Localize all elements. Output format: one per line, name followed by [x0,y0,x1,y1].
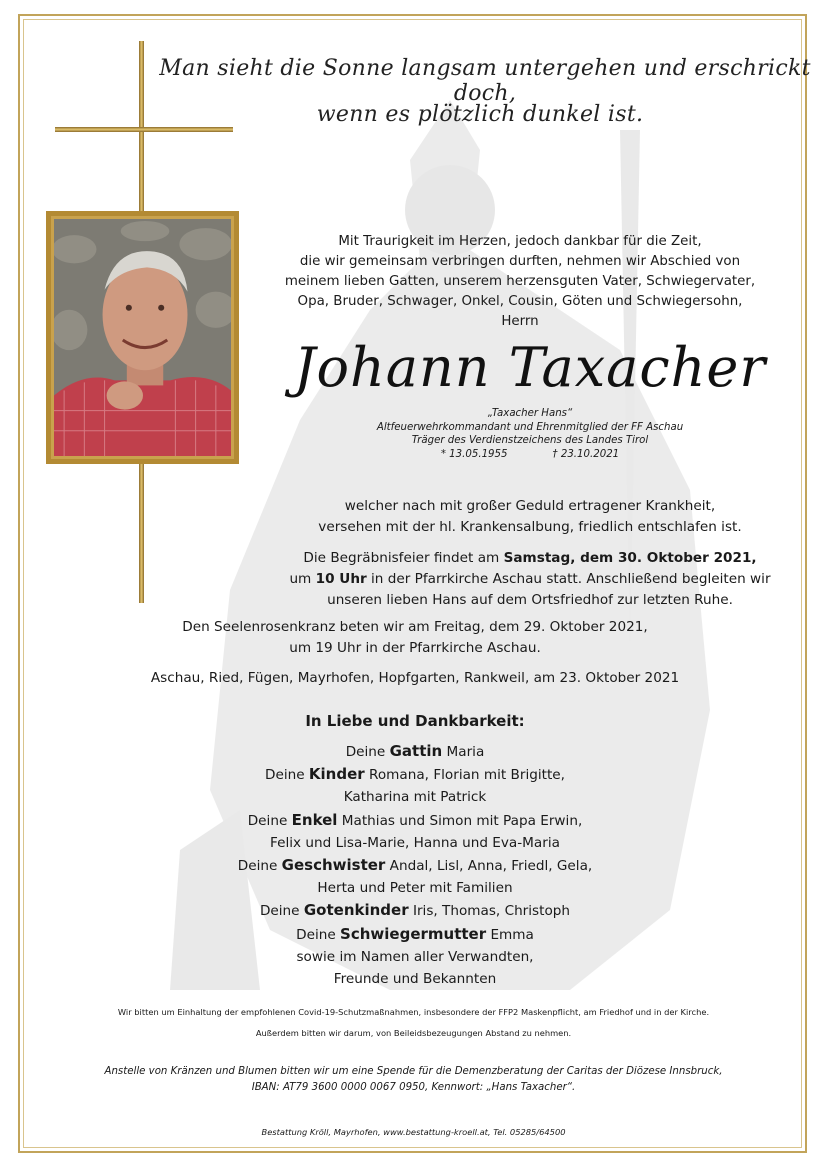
undertaker-footer: Bestattung Kröll, Mayrhofen, www.bestattung-kroell.at, Tel. 05285/64500 [261,1127,566,1137]
intro-text [250,232,790,332]
family-line-schwiegermutter [190,923,640,946]
covid-note: Wir bitten um Einhaltung der empfohlenen Covid-19-Schutzmaßnahmen, insbesondere der FFP2 Maskenpflicht, am Friedhof und in der Kirche. [117,1007,710,1017]
enkel-label: Enkel [291,810,338,829]
deceased-info [320,407,740,461]
geschwister-names: Andal, Lisl, Anna, Friedl, Gela, [385,858,593,875]
motto-line-2: wenn es plötzlich dunkel ist. [316,102,644,127]
birth-date: * 13.05.1955 [440,448,508,460]
family-closing-1: sowie im Namen aller Verwandten, [296,948,534,965]
motto-line-1: Man sieht die Sonne langsam untergehen und erschrickt doch, [159,56,811,106]
funeral-text [260,548,800,611]
funeral-text-part: um [289,571,316,587]
funeral-text-part: in der Pfarrkirche Aschau statt. Anschließend begleiten wir [366,571,771,587]
intro-line: Herrn [501,314,539,329]
rosary-line-2: um 19 Uhr in der Pfarrkirche Aschau. [289,640,541,656]
family-line-gotenkinder [190,899,640,922]
family-closing-2: Freunde und Bekannten [333,971,497,988]
funeral-line-2 [260,569,800,590]
gotenkinder-names: Iris, Thomas, Christoph [408,903,571,920]
donation-line-1: Anstelle von Kränzen und Blumen bitten wir um eine Spende für die Demenzberatung der Caritas der Diözese Innsbruck, [104,1066,723,1077]
family-line-geschwister-2: Herta und Peter mit Familien [317,880,513,897]
kinder-label: Kinder [308,765,365,784]
funeral-time: 10 Uhr [315,571,367,587]
gattin-names: Maria [442,744,485,760]
portrait-photo [54,219,231,456]
enkel-names: Mathias und Simon mit Papa Erwin, [337,812,583,829]
funeral-line-3: unseren lieben Hans auf dem Ortsfriedhof zur letzten Ruhe. [327,592,733,608]
intro-line: die wir gemeinsam verbringen durften, nehmen wir Abschied von [299,254,741,269]
family-line-gattin [190,740,640,763]
rosary-line-1: Den Seelenrosenkranz beten wir am Freitag, dem 29. Oktober 2021, [182,619,648,635]
intro-line: meinem lieben Gatten, unserem herzensguten Vater, Schwiegervater, [284,274,756,289]
life-dates [320,448,740,462]
schwiegermutter-label: Schwiegermutter [340,924,487,943]
places-text: Aschau, Ried, Fügen, Mayrhofen, Hopfgarten, Rankweil, am 23. Oktober 2021 [150,670,680,686]
family-line-geschwister [190,854,640,877]
cross-horizontal-bar [55,127,233,132]
death-date: † 23.10.2021 [552,448,620,460]
portrait-frame [46,211,239,464]
deine-text: Deine [237,858,278,875]
deine-text: Deine [259,903,300,920]
deceased-name: Johann Taxacher [293,336,767,399]
gattin-label: Gattin [389,742,443,760]
funeral-text-part: Die Begräbnisfeier findet am [303,550,504,566]
family-line-enkel-2: Felix und Lisa-Marie, Hanna und Eva-Maria [270,834,560,851]
rosary-text [160,617,670,659]
funeral-line-1 [260,548,800,569]
donation-line-2: IBAN: AT79 3600 0000 0067 0950, Kennwort: „Hans Taxacher“. [251,1082,576,1093]
deine-text: Deine [265,767,305,784]
deceased-nickname: „Taxacher Hans“ [487,408,573,419]
intro-line: Opa, Bruder, Schwager, Onkel, Cousin, Göten und Schwiegersohn, [297,294,743,309]
donation-note [40,1064,787,1096]
condolence-note: Außerdem bitten wir darum, von Beileidsbezeugungen Abstand zu nehmen. [255,1028,572,1038]
deceased-role-1: Altfeuerwehrkommandant und Ehrenmitglied der FF Aschau [376,421,684,433]
deine-text: Deine [247,812,288,829]
family-line-enkel [190,809,640,832]
passing-text [280,496,780,538]
family-heading: In Liebe und Dankbarkeit: [305,712,525,730]
kinder-names: Romana, Florian mit Brigitte, [364,767,565,784]
intro-line: Mit Traurigkeit im Herzen, jedoch dankbar für die Zeit, [338,234,702,249]
family-line-kinder-2: Katharina mit Patrick [343,789,487,806]
places-date-line [120,668,710,689]
passing-line-2: versehen mit der hl. Krankensalbung, friedlich entschlafen ist. [318,519,742,535]
geschwister-label: Geschwister [281,856,386,875]
family-line-kinder [190,763,640,786]
funeral-date: Samstag, dem 30. Oktober 2021, [503,550,757,566]
schwiegermutter-name: Emma [486,926,534,943]
family-list [190,740,640,990]
gotenkinder-label: Gotenkinder [303,901,409,920]
passing-line-1: welcher nach mit großer Geduld ertragener Krankheit, [344,498,716,514]
deine-text: Deine [345,744,386,760]
deine-text: Deine [296,926,336,943]
deceased-role-2: Träger des Verdienstzeichens des Landes Tirol [411,435,649,446]
